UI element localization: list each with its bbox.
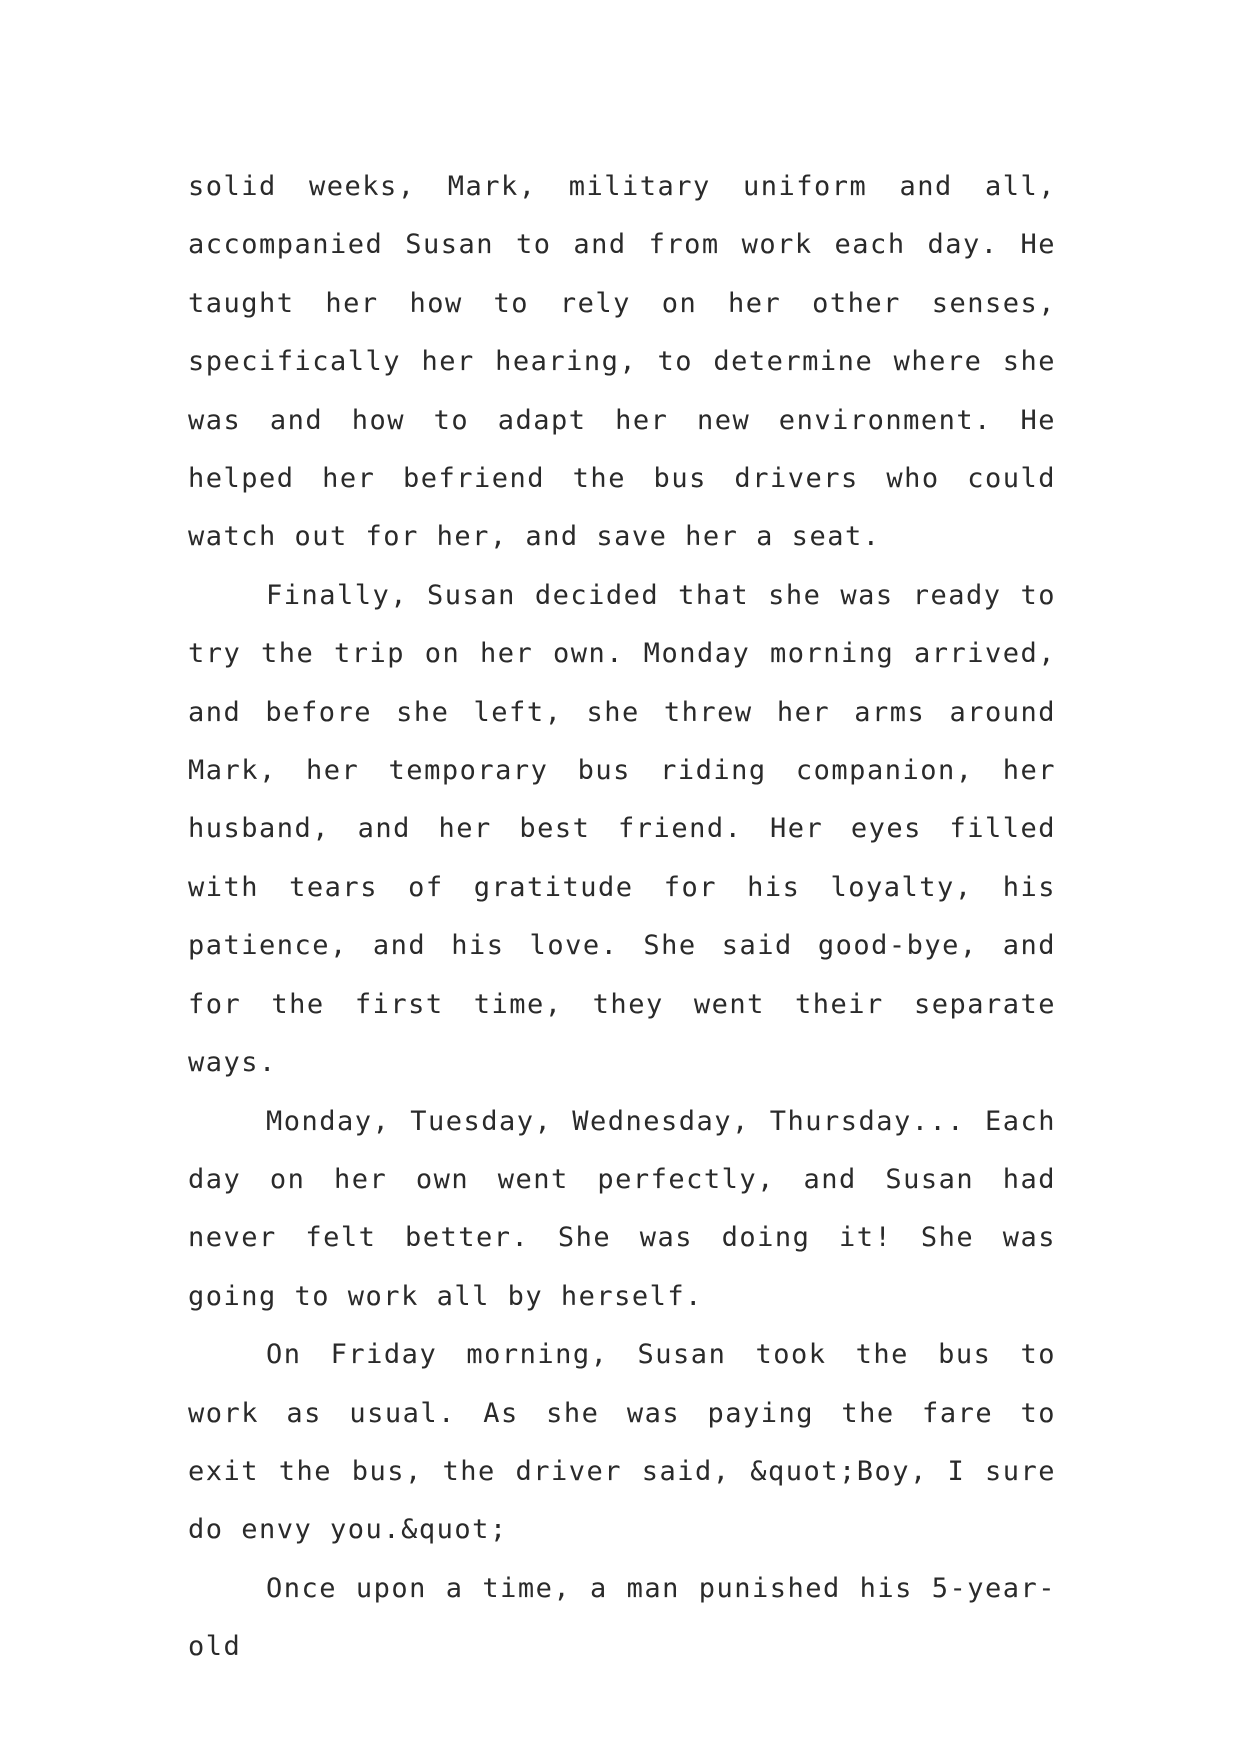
paragraph: Once upon a time, a man punished his 5-year-old — [188, 1572, 1056, 1663]
body-text — [188, 158, 1056, 1677]
paragraph: Finally, Susan decided that she was ready to try the trip on her own. Monday morning arrived, and before she left, she threw her arms around Mark, her temporary bus riding companion, her husband, and her best friend. Her eyes filled with tears of gratitude for his loyalty, his patience, and his love. She said good-bye, and for the first time, they went their separate ways. — [188, 579, 1056, 1079]
paragraph: On Friday morning, Susan took the bus to work as usual. As she was paying the fare to exit the bus, the driver said, &quot;Boy, I sure do envy you.&quot; — [188, 1339, 1056, 1546]
paragraph: Monday, Tuesday, Wednesday, Thursday... Each day on her own went perfectly, and Susan had never felt better. She was doing it! She was going to work all by herself. — [188, 1105, 1056, 1312]
paragraph: solid weeks, Mark, military uniform and all, accompanied Susan to and from work each day. He taught her how to rely on her other senses, specifically her hearing, to determine where she was and how to adapt her new environment. He helped her befriend the bus drivers who could watch out for her, and save her a seat. — [188, 171, 1056, 553]
